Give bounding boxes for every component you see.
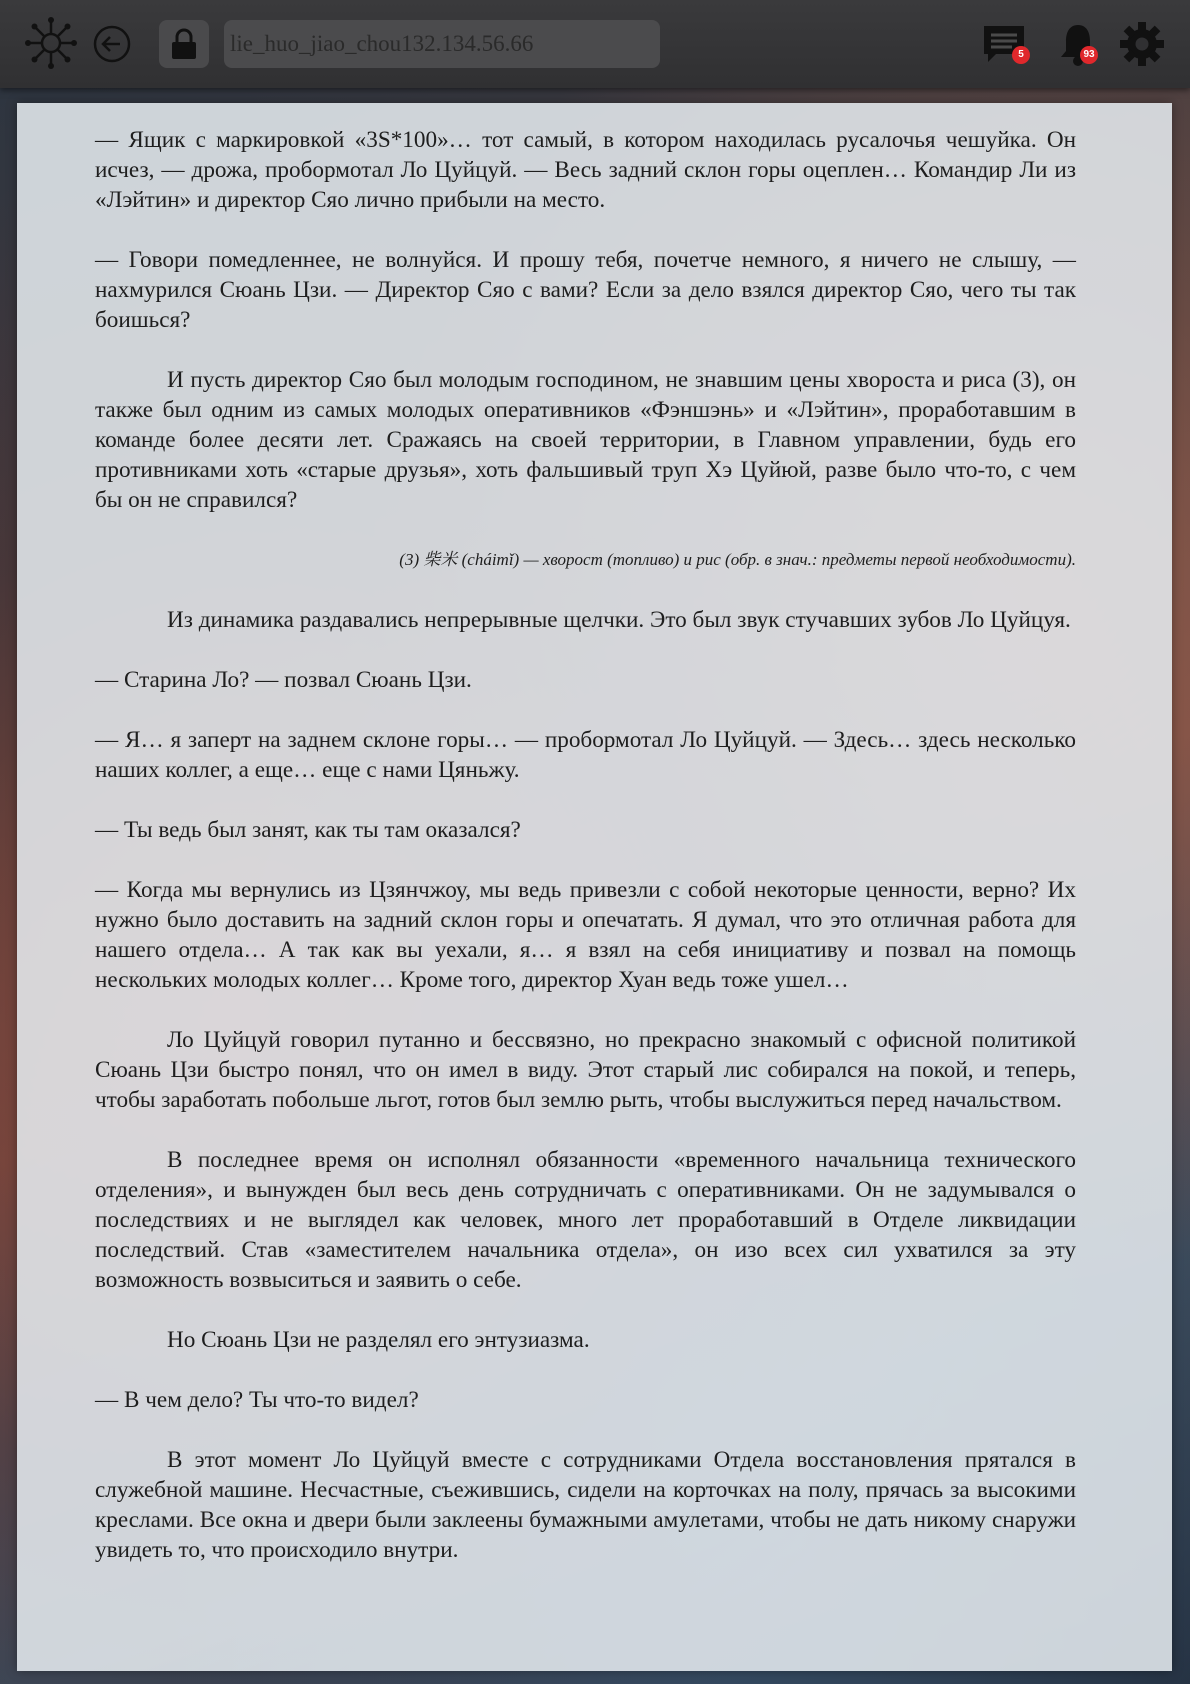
back-arrow-icon[interactable] bbox=[92, 24, 132, 64]
paragraph: И пусть директор Сяо был молодым господином, не знавшим цены хвороста и риса (3), он также был одним из самых молодых оперативников «Фэншэнь» и «Лэйтин», проработавшим в команде более десяти лет. Сражаясь на своей территории, в Главном управлении, будь его противниками хоть «старые друзья», хоть фальшивый труп Хэ Цуйюй, разве было что-то, с чем бы он не справился? bbox=[95, 367, 1076, 513]
footnote: (3) 柴米 (cháimǐ) — хворост (топливо) и рис (обр. в знач.: предметы первой необходимости). bbox=[399, 550, 1076, 569]
paragraph: В этот момент Ло Цуйцуй вместе с сотрудниками Отдела восстановления прятался в служебной машине. Несчастные, съежившись, сидели на корточках на полу, прячась за высокими креслами. Все окна и двери были заклеены бумажными амулетами, чтобы не дать никому снаружи увидеть то, что происходило внутри. bbox=[95, 1447, 1076, 1563]
top-toolbar bbox=[0, 0, 1190, 88]
paragraph: Ло Цуйцуй говорил путанно и бессвязно, но прекрасно знакомый с офисной политикой Сюань Цзи быстро понял, что он имел в виду. Этот старый лис собирался на покой, и теперь, чтобы заработать побольше льгот, готов был землю рыть, чтобы выслужиться перед начальством. bbox=[95, 1027, 1076, 1113]
paragraph: — Когда мы вернулись из Цзянчжоу, мы ведь привезли с собой некоторые ценности, верно? Их нужно было доставить на задний склон горы и опечатать. Я думал, что это отличная работа для нашего отдела… А так как вы уехали, я… я взял на себя инициативу и позвал на помощь нескольких молодых коллег… Кроме того, директор Хуан ведь тоже ушел… bbox=[95, 877, 1076, 993]
paragraph: Из динамика раздавались непрерывные щелчки. Это был звук стучавших зубов Ло Цуйцуя. bbox=[167, 607, 1071, 633]
address-field[interactable]: lie_huo_jiao_chou132.134.56.66 bbox=[224, 20, 660, 68]
paragraph: — Я… я заперт на заднем склоне горы… — пробормотал Ло Цуйцуй. — Здесь… здесь несколько наших коллег, а еще… еще с нами Цяньжу. bbox=[95, 727, 1076, 783]
paragraph: — В чем дело? Ты что-то видел? bbox=[95, 1387, 419, 1413]
paragraph: — Ты ведь был занят, как ты там оказался? bbox=[95, 817, 521, 843]
paragraph: — Старина Ло? — позвал Сюань Цзи. bbox=[95, 667, 472, 693]
chapter-text bbox=[95, 125, 1076, 1595]
notifications-count-badge: 93 bbox=[1080, 46, 1098, 64]
paragraph: Но Сюань Цзи не разделял его энтузиазма. bbox=[167, 1327, 590, 1353]
reading-page bbox=[17, 103, 1172, 1671]
paragraph: В последнее время он исполнял обязанности «временного начальница технического отделения», и вынужден был весь день сотрудничать с оперативниками. Он не задумывался о последствиях и не выглядел как человек, много лет проработавший в Отделе ликвидации последствий. Став «заместителем начальника отдела», он изо всех сил ухватился за эту возможность возвыситься и заявить о себе. bbox=[95, 1147, 1076, 1293]
messages-count-badge: 5 bbox=[1012, 46, 1030, 64]
gear-icon[interactable] bbox=[1118, 20, 1166, 68]
paragraph: — Ящик с маркировкой «3S*100»… тот самый, в котором находилась русалочья чешуйка. Он исчез, — дрожа, пробормотал Ло Цуйцуй. — Весь задний склон горы оцеплен… Командир Ли из «Лэйтин» и директор Сяо лично прибыли на место. bbox=[95, 127, 1076, 213]
app-logo-icon[interactable] bbox=[24, 16, 78, 70]
paragraph: — Говори помедленнее, не волнуйся. И прошу тебя, почетче немного, я ничего не слышу, — нахмурился Сюань Цзи. — Директор Сяо с вами? Если за дело взялся директор Сяо, чего ты так боишься? bbox=[95, 247, 1076, 333]
lock-icon[interactable] bbox=[159, 20, 209, 68]
